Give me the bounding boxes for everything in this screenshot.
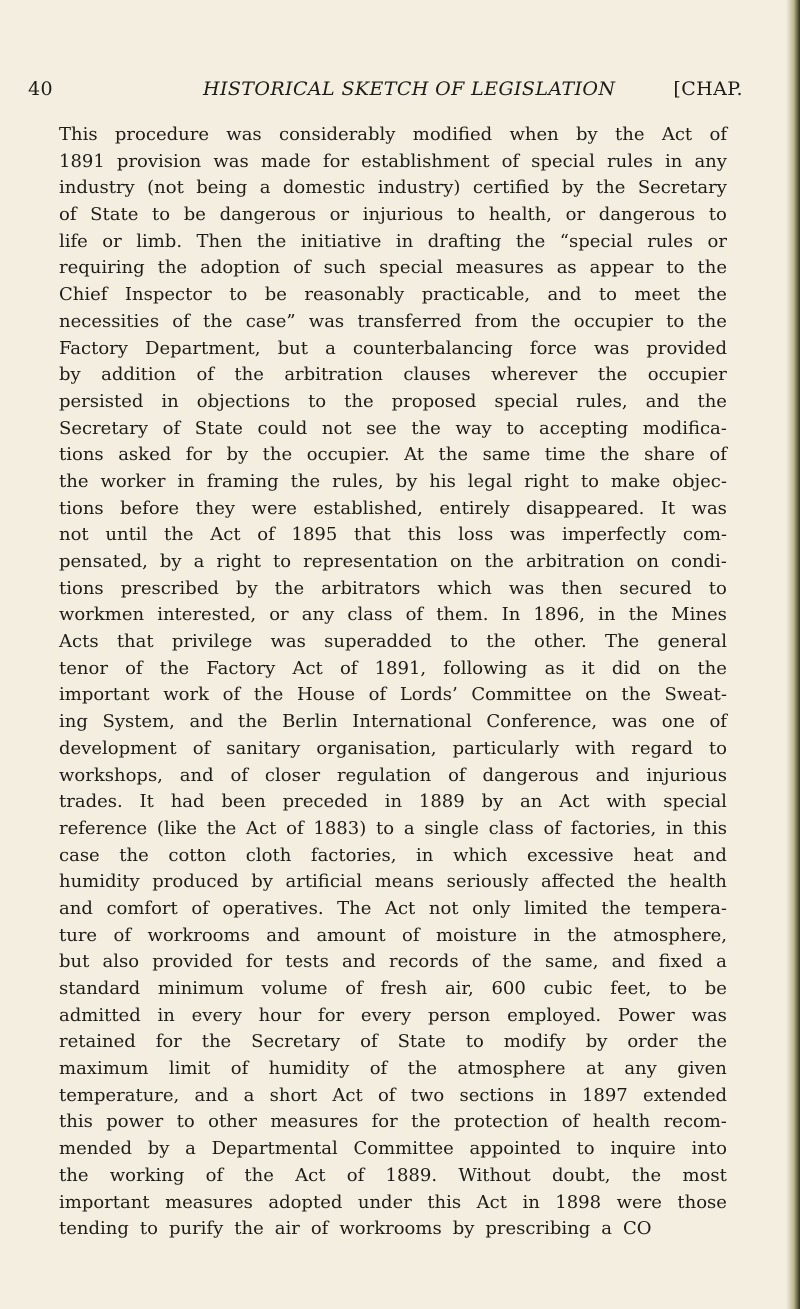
- text-line: case the cotton cloth factories, in which excessive heat and: [59, 844, 727, 866]
- body-paragraph: [59, 122, 727, 1243]
- text-line: and comfort of operatives. The Act not only limited the tempera-: [59, 897, 727, 919]
- text-line: pensated, by a right to representation on the arbitration on condi-: [59, 551, 727, 572]
- text-line: Secretary of State could not see the way to accepting modifica-: [59, 417, 727, 439]
- text-line: but also provided for tests and records of the same, and fixed a: [59, 951, 727, 973]
- page-number: 40: [28, 78, 53, 100]
- text-line: by addition of the arbitration clauses wherever the occupier: [59, 364, 727, 386]
- text-line: trades. It had been preceded in 1889 by an Act with special: [59, 791, 727, 813]
- text-line: the working of the Act of 1889. Without doubt, the most: [59, 1164, 727, 1186]
- text-line: ture of workrooms and amount of moisture in the atmosphere,: [59, 924, 727, 946]
- text-line: admitted in every hour for every person employed. Power was: [59, 1004, 727, 1026]
- text-line: development of sanitary organisation, particularly with regard to: [59, 737, 727, 759]
- text-line: 1891 provision was made for establishment of special rules in any: [59, 150, 727, 172]
- text-line: ing System, and the Berlin International Conference, was one of: [59, 711, 727, 733]
- text-line: tending to purify the air of workrooms by prescribing a CO: [59, 1218, 652, 1240]
- text-line: this power to other measures for the protection of health recom-: [59, 1111, 727, 1133]
- page-header: [28, 78, 743, 106]
- text-line: persisted in objections to the proposed special rules, and the: [59, 390, 727, 412]
- text-line: Factory Department, but a counterbalancing force was provided: [59, 337, 727, 359]
- page-edge-shadow: [786, 0, 800, 1309]
- chapter-label: [CHAP.: [673, 78, 743, 100]
- running-title: HISTORICAL SKETCH OF LEGISLATION: [203, 78, 616, 100]
- text-line: the worker in framing the rules, by his legal right to make objec-: [59, 470, 727, 492]
- text-line: important measures adopted under this Act in 1898 were those: [59, 1191, 727, 1213]
- text-line: mended by a Departmental Committee appointed to inquire into: [59, 1138, 727, 1160]
- text-line: Chief Inspector to be reasonably practicable, and to meet the: [59, 284, 727, 306]
- text-line: not until the Act of 1895 that this loss was imperfectly com-: [59, 524, 727, 546]
- text-line: This procedure was considerably modified when by the Act of: [59, 124, 727, 145]
- text-line: necessities of the case” was transferred from the occupier to the: [59, 310, 727, 332]
- text-line: industry (not being a domestic industry) certified by the Secretary: [59, 177, 727, 199]
- text-line: Acts that privilege was superadded to the other. The general: [59, 631, 727, 653]
- text-line: requiring the adoption of such special measures as appear to the: [59, 257, 727, 279]
- text-line: life or limb. Then the initiative in drafting the “special rules or: [59, 230, 727, 252]
- text-line: tions prescribed by the arbitrators which was then secured to: [59, 577, 727, 599]
- text-line: workshops, and of closer regulation of dangerous and injurious: [59, 764, 727, 786]
- text-line: important work of the House of Lords’ Committee on the Sweat-: [59, 684, 727, 706]
- text-line: tenor of the Factory Act of 1891, following as it did on the: [59, 657, 727, 679]
- text-line: of State to be dangerous or injurious to health, or dangerous to: [59, 204, 727, 226]
- text-line: humidity produced by artificial means seriously affected the health: [59, 871, 727, 893]
- text-line: standard minimum volume of fresh air, 600 cubic feet, to be: [59, 978, 727, 999]
- text-line: workmen interested, or any class of them. In 1896, in the Mines: [59, 604, 727, 626]
- text-line: maximum limit of humidity of the atmosphere at any given: [59, 1058, 727, 1080]
- text-line: retained for the Secretary of State to modify by order the: [59, 1031, 727, 1053]
- text-line: tions asked for by the occupier. At the same time the share of: [59, 444, 727, 466]
- text-line: reference (like the Act of 1883) to a single class of factories, in this: [59, 817, 727, 839]
- text-line: temperature, and a short Act of two sections in 1897 extended: [59, 1084, 727, 1106]
- text-line: tions before they were established, entirely disappeared. It was: [59, 497, 727, 519]
